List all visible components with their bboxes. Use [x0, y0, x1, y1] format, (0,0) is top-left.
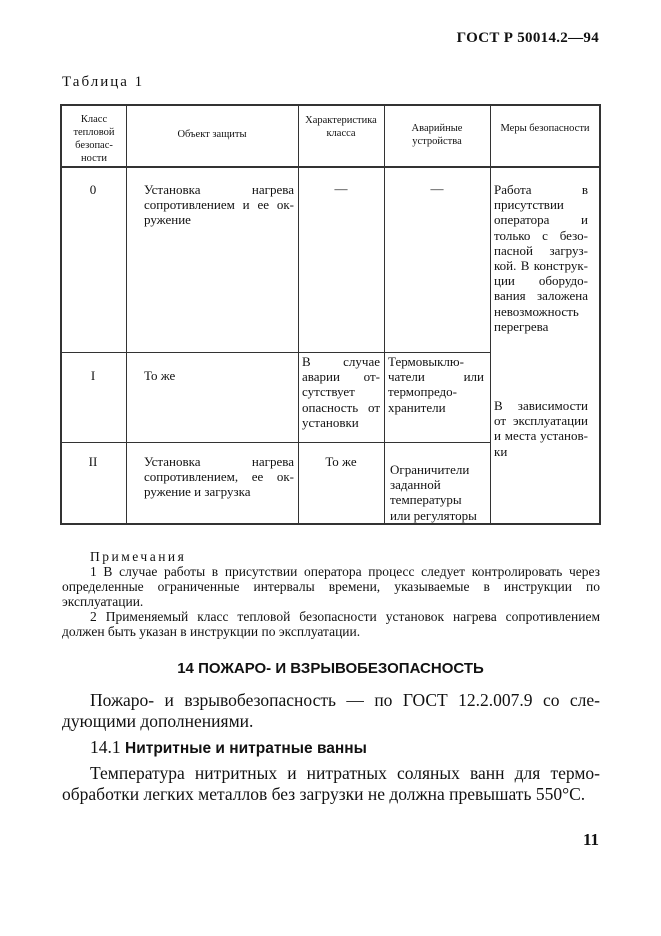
- notes-title: Примечания: [90, 549, 187, 564]
- table-cell-object: Установка нагрева сопротивлением и ее окружение: [144, 182, 294, 228]
- page-number: 11: [582, 830, 599, 849]
- column-header-characteristic: Характеристика класса: [305, 115, 377, 139]
- section-intro-text: Пожаро- и взрывобезопасность — по ГОСТ 12.2.007.9 со следующими дополнениями.: [62, 690, 600, 731]
- table-right-border: [599, 104, 601, 524]
- subsection-body-text: Температура нитритных и нитратных соляных ванн для термообработки легких металлов без загрузки не должна превышать 550°С.: [62, 763, 600, 804]
- table-cell-devices: —: [430, 181, 444, 196]
- table-bottom-border: [60, 523, 601, 525]
- note-item: 1 В случае работы в присутствии оператора процесс следует контролировать через определенные ограниченные интервалы времени, указываемые в инструкции по эксплуатации.: [62, 564, 600, 609]
- safety-class-table: [60, 104, 601, 524]
- table-header-divider: [60, 166, 601, 168]
- table-cell-devices: Термовыключатели или термопредохранители: [388, 354, 484, 415]
- table-cell-characteristic: —: [334, 181, 348, 196]
- section-title: 14 ПОЖАРО- И ВЗРЫВОБЕЗОПАСНОСТЬ: [177, 660, 484, 677]
- table-cell-class: 0: [89, 182, 97, 197]
- table-cell-characteristic: В случае аварии отсутствует опасность от установки: [302, 354, 380, 430]
- section-intro: [62, 690, 600, 732]
- note-item: 2 Применяемый класс тепловой безопасности установок нагрева сопротивлением должен быть указан в инструкции по эксплуатации.: [62, 609, 600, 639]
- table-notes: [62, 549, 600, 639]
- table-caption: Таблица 1: [62, 74, 145, 90]
- table-column-divider: [384, 104, 385, 524]
- table-column-divider: [490, 104, 491, 524]
- subsection-body: [62, 763, 600, 805]
- table-column-divider: [126, 104, 127, 524]
- table-column-divider: [298, 104, 299, 524]
- column-header-measures: Меры безопасности: [500, 123, 590, 134]
- table-cell-class: I: [90, 368, 96, 383]
- subsection-number: 14.1: [90, 737, 121, 757]
- table-cell-object: Установка нагрева сопротивлением, ее окружение и загрузка: [144, 454, 294, 500]
- table-cell-measures: В зависимости от эксплуатации и места установки: [494, 398, 588, 459]
- document-code: ГОСТ Р 50014.2—94: [456, 30, 599, 46]
- column-header-devices: Аварийные устройства: [411, 123, 463, 147]
- table-row-divider: [60, 352, 490, 353]
- subsection-heading: [62, 737, 600, 759]
- column-header-object: Объект защиты: [177, 129, 247, 140]
- subsection-title: Нитритные и нитратные ванны: [125, 740, 367, 757]
- table-cell-class: II: [88, 454, 98, 469]
- table-row-divider: [60, 442, 490, 443]
- table-cell-devices: Ограничители заданной температуры или регуляторы: [390, 462, 477, 523]
- table-cell-object: То же: [144, 368, 176, 383]
- table-cell-characteristic: То же: [325, 454, 357, 469]
- table-cell-measures: Работа в присутствии оператора и только с безопасной загрузкой. В конструкции оборудования заложена невозможность перегрева: [494, 182, 588, 334]
- table-top-border: [60, 104, 601, 106]
- column-header-class: Класс тепловой безопасности: [73, 114, 115, 164]
- table-left-border: [60, 104, 62, 524]
